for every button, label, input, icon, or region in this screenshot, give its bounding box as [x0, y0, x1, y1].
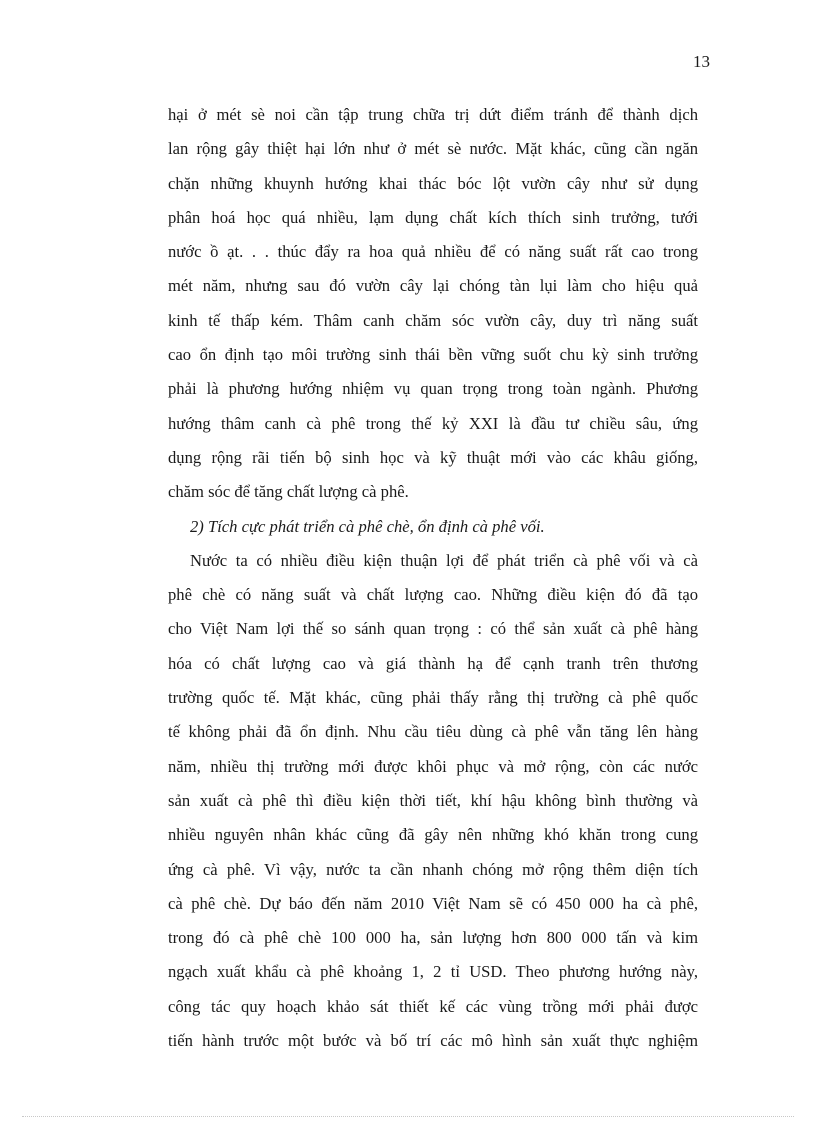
- page-number: 13: [693, 52, 710, 71]
- text-line: ngạch xuất khẩu cà phê khoảng 1, 2 tỉ USD. Theo phương hướng này,: [168, 962, 698, 982]
- text-line: tiến hành trước một bước và bố trí các mô hình sản xuất thực nghiệm: [168, 1031, 698, 1051]
- text-line: dụng rộng rãi tiến bộ sinh học và kỹ thuật mới vào các khâu giống,: [168, 447, 698, 467]
- text-line: ứng cà phê. Vì vậy, nước ta cần nhanh chóng mở rộng thêm diện tích: [168, 859, 698, 879]
- text-line: phê chè có năng suất và chất lượng cao. Những điều kiện đó đã tạo: [168, 585, 698, 605]
- text-line: trường quốc tế. Mặt khác, cũng phải thấy rằng thị trường cà phê quốc: [168, 688, 698, 708]
- text-line: hại ở mét sè noi cần tập trung chữa trị dứt điểm tránh để thành dịch: [168, 105, 698, 124]
- text-line: năm, nhiều thị trường mới được khôi phục và mở rộng, còn các nước: [168, 756, 698, 776]
- text-line: cho Việt Nam lợi thế so sánh quan trọng : có thể sản xuất cà phê hàng: [168, 619, 698, 639]
- text-line: cao ổn định tạo môi trường sinh thái bền vững suốt chu kỳ sinh trưởng: [168, 345, 698, 365]
- text-line: phân hoá học quá nhiều, lạm dụng chất kích thích sinh trưởng, tưới: [168, 207, 698, 227]
- text-line: tế không phải đã ổn định. Nhu cầu tiêu dùng cà phê vẫn tăng lên hàng: [168, 722, 698, 742]
- text-line: sản xuất cà phê thì điều kiện thời tiết, khí hậu không bình thường và: [168, 790, 698, 810]
- document-body: [168, 98, 698, 1058]
- section-heading: 2) Tích cực phát triển cà phê chè, ổn định cà phê vối.: [190, 516, 545, 536]
- text-line: phải là phương hướng nhiệm vụ quan trọng trong toàn ngành. Phương: [168, 379, 698, 399]
- text-line: mét năm, nhưng sau đó vườn cây lại chóng tàn lụi làm cho hiệu quả: [168, 276, 698, 296]
- text-line: kinh tế thấp kém. Thâm canh chăm sóc vườn cây, duy trì năng suất: [168, 310, 698, 330]
- text-line: nhiều nguyên nhân khác cũng đã gây nên những khó khăn trong cung: [168, 825, 698, 845]
- text-line: công tác quy hoạch khảo sát thiết kế các vùng trồng mới phải được: [168, 996, 698, 1016]
- text-line: trong đó cà phê chè 100 000 ha, sản lượng hơn 800 000 tấn và kim: [168, 928, 698, 948]
- text-line: lan rộng gây thiệt hại lớn như ở mét sè nước. Mặt khác, cũng cần ngăn: [168, 139, 698, 159]
- text-line: nước ồ ạt. . . thúc đẩy ra hoa quả nhiều để có năng suất rất cao trong: [168, 242, 698, 262]
- text-line: hóa có chất lượng cao và giá thành hạ để cạnh tranh trên thương: [168, 653, 698, 673]
- text-line: hướng thâm canh cà phê trong thế kỷ XXI là đầu tư chiều sâu, ứng: [168, 413, 698, 433]
- page-bottom-divider: [22, 1116, 794, 1117]
- paragraph-start-line: Nước ta có nhiều điều kiện thuận lợi để phát triển cà phê vối và cà: [190, 550, 698, 570]
- paragraph-end-line: chăm sóc để tăng chất lượng cà phê.: [168, 482, 409, 502]
- text-line: chặn những khuynh hướng khai thác bóc lột vườn cây như sử dụng: [168, 173, 698, 193]
- text-line: cà phê chè. Dự báo đến năm 2010 Việt Nam sẽ có 450 000 ha cà phê,: [168, 893, 698, 913]
